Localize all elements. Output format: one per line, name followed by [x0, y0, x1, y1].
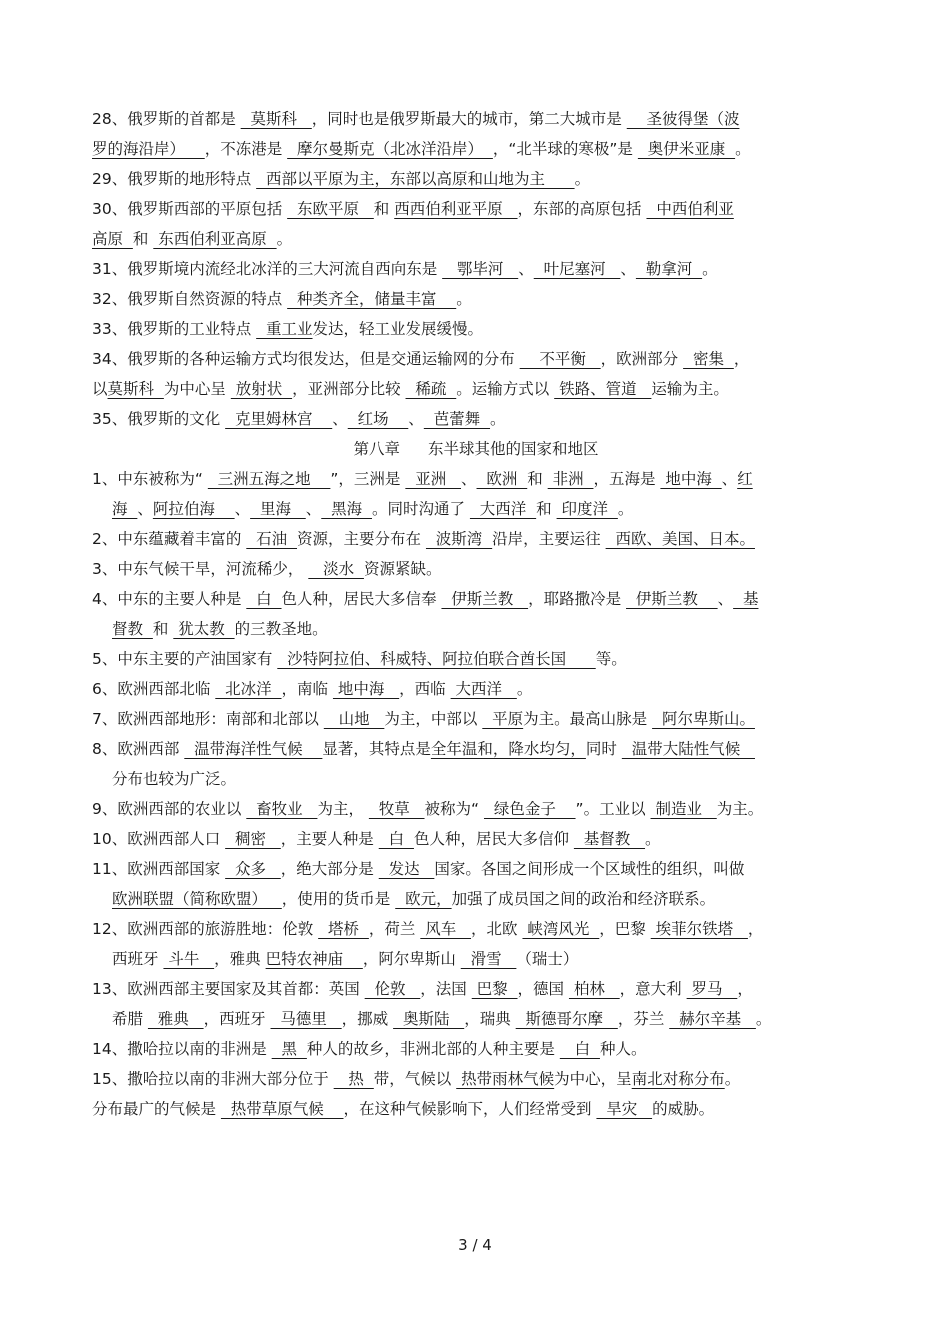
question-line	[92, 854, 860, 884]
answer-blank: 克里姆林宫	[225, 410, 333, 428]
question-line	[92, 344, 860, 374]
answer-blank: 地中海	[660, 470, 722, 488]
answer-blank: 基督教	[573, 830, 646, 848]
question-item	[92, 1064, 860, 1124]
question-item	[92, 644, 860, 674]
question-text: 。	[645, 830, 661, 848]
question-text: 13、欧洲西部主要国家及其首都：英国	[92, 980, 365, 998]
question-item	[92, 104, 860, 164]
question-text: 32、俄罗斯自然资源的特点	[92, 290, 288, 308]
question-line	[92, 644, 860, 674]
answer-blank: 东西伯利亚高原	[153, 230, 277, 248]
answer-blank: 雅典	[147, 1010, 204, 1028]
answer-blank: 印度洋	[556, 500, 618, 518]
question-item	[92, 524, 860, 554]
answer-blank: 峡湾风光	[522, 920, 600, 938]
question-line	[92, 224, 860, 254]
question-text: 西班牙	[112, 950, 164, 968]
answer-blank: 畜牧业	[246, 800, 318, 818]
answer-blank: 波斯湾	[425, 530, 493, 548]
answer-blank: 热带草原气候	[220, 1100, 344, 1118]
question-text: 33、俄罗斯的工业特点	[92, 320, 257, 338]
question-line	[92, 1094, 860, 1124]
answer-blank: 西欧、美国、日本。	[605, 530, 755, 548]
answer-blank: 红	[737, 470, 753, 488]
question-line	[92, 674, 860, 704]
question-line	[92, 824, 860, 854]
question-text: 12、欧洲西部的旅游胜地：伦敦	[92, 920, 319, 938]
answer-blank: 旱灾	[596, 1100, 653, 1118]
question-item	[92, 674, 860, 704]
question-text: 国家。各国之间形成一个区域性的组织，叫做	[434, 860, 745, 878]
question-line	[92, 704, 860, 734]
question-item	[92, 314, 860, 344]
question-text: ，挪威	[341, 1010, 394, 1028]
answer-blank: 巴黎	[471, 980, 518, 998]
question-item	[92, 914, 860, 974]
question-line	[92, 524, 860, 554]
answer-blank: 放射状	[230, 380, 293, 398]
question-item	[92, 194, 860, 254]
question-line	[92, 914, 860, 944]
question-text: 、	[518, 260, 534, 278]
question-line	[92, 254, 860, 284]
question-text: ，瑞典	[464, 1010, 516, 1028]
question-line	[92, 884, 860, 914]
question-text: ，德国	[517, 980, 569, 998]
question-text: 显著，其特点是	[322, 740, 431, 758]
answer-blank: 阿拉伯海	[152, 500, 235, 518]
question-line	[92, 404, 860, 434]
answer-blank: 埃菲尔铁塔	[650, 920, 748, 938]
question-text: ，使用的货币是	[281, 890, 396, 908]
question-text: 和	[152, 620, 174, 638]
question-text: 34、俄罗斯的各种运输方式均很发达，但是交通运输网的分布	[92, 350, 520, 368]
question-text: ，	[747, 920, 764, 938]
answer-blank: 西部以平原为主，东部以高原和山地为主	[256, 170, 575, 188]
question-text: 30、俄罗斯西部的平原包括	[92, 200, 288, 218]
question-text: 。	[617, 500, 634, 518]
question-text: 分布也较为广泛。	[112, 770, 237, 788]
answer-blank: 稠密	[225, 830, 281, 848]
question-line	[92, 134, 860, 164]
question-text: 。	[702, 260, 718, 278]
answer-blank: 鄂毕河	[442, 260, 519, 278]
answer-blank: 黑海	[321, 500, 372, 518]
question-text: 5、中东主要的产油国家有	[92, 650, 278, 668]
question-text: ，主要人种是	[280, 830, 379, 848]
answer-blank: 高原	[92, 230, 133, 248]
question-text: 29、俄罗斯的地形特点	[92, 170, 257, 188]
answer-blank: 红场	[347, 410, 409, 428]
answer-blank: 欧洲联盟（简称欧盟）	[112, 890, 282, 908]
answer-blank: 黑	[271, 1040, 307, 1058]
question-text: 9、欧洲西部的农业以	[92, 800, 247, 818]
question-item	[92, 584, 860, 644]
question-text: 4、中东的主要人种是	[92, 590, 247, 608]
answer-blank: 淡水	[308, 560, 364, 578]
question-text: 11、欧洲西部国家	[92, 860, 226, 878]
question-item	[92, 854, 860, 914]
question-text: 带，气候以	[373, 1070, 457, 1088]
question-text: 沿岸，主要运往	[492, 530, 606, 548]
question-line	[92, 734, 860, 764]
question-line	[92, 614, 860, 644]
answer-blank: 白	[246, 590, 282, 608]
question-text: 和	[536, 500, 557, 518]
question-text: 加强了成员国之间的政治和经济联系。	[451, 890, 716, 908]
question-text: ”，三洲是	[330, 470, 406, 488]
question-text: 资源，主要分布在	[297, 530, 426, 548]
question-text: 为主，中部以	[384, 710, 483, 728]
answer-blank: 里海	[250, 500, 306, 518]
answer-blank: 稀疏	[405, 380, 457, 398]
question-line	[92, 1034, 860, 1064]
answer-blank: 热带雨林气候	[456, 1070, 555, 1088]
question-text: 。	[516, 680, 533, 698]
question-item	[92, 704, 860, 734]
question-line	[92, 464, 860, 494]
question-line	[92, 974, 860, 1004]
question-text: 色人种，居民大多信仰	[413, 830, 574, 848]
question-line	[92, 194, 860, 224]
question-text: 为中心呈	[163, 380, 231, 398]
question-item	[92, 1034, 860, 1064]
question-text: 为中心，呈	[554, 1070, 632, 1088]
question-text: ，北欧	[471, 920, 523, 938]
question-text: 35、俄罗斯的文化	[92, 410, 226, 428]
question-item	[92, 164, 860, 194]
question-text: 。	[735, 140, 751, 158]
question-line	[92, 374, 860, 404]
question-text: 。	[755, 1010, 772, 1028]
question-text: 、	[234, 500, 251, 518]
question-text: 和	[373, 200, 395, 218]
answer-blank: 三洲五海之地	[207, 470, 331, 488]
answer-blank: 塔桥	[318, 920, 369, 938]
question-text: 被称为“	[424, 800, 484, 818]
answer-blank: 莫斯科	[107, 380, 164, 398]
question-text: ，在这种气候影响下，人们经常受到	[343, 1100, 597, 1118]
chapter8-question-list	[92, 464, 860, 1124]
question-text: 31、俄罗斯境内流经北冰洋的三大河流自西向东是	[92, 260, 443, 278]
answer-blank: 种类齐全，储量丰富	[287, 290, 457, 308]
question-text: 。	[276, 230, 293, 248]
chapter-heading	[92, 434, 860, 464]
answer-blank: 非洲	[547, 470, 594, 488]
question-item	[92, 824, 860, 854]
answer-blank: 北冰洋	[215, 680, 282, 698]
question-text: 。	[456, 290, 472, 308]
question-text: 3、中东气候干旱，河流稀少，	[92, 560, 309, 578]
answer-blank: 海	[112, 500, 138, 518]
answer-blank: 温带大陆性气候	[621, 740, 755, 758]
question-item	[92, 344, 860, 404]
question-text: 为主。最高山脉是	[523, 710, 653, 728]
question-line	[92, 794, 860, 824]
question-line	[92, 1064, 860, 1094]
answer-blank: 绿色金子	[483, 800, 576, 818]
question-text: 、	[461, 470, 477, 488]
question-text: 和	[132, 230, 154, 248]
question-text: 10、欧洲西部人口	[92, 830, 226, 848]
question-item	[92, 464, 860, 524]
question-text: 1、中东被称为“	[92, 470, 208, 488]
question-line	[92, 164, 860, 194]
answer-blank: 铁路、管道	[554, 380, 652, 398]
question-text: ，欧洲部分	[600, 350, 684, 368]
answer-blank: 风车	[420, 920, 472, 938]
question-text: ，荷兰	[368, 920, 421, 938]
question-text: 。	[574, 170, 591, 188]
question-text: 为主，	[317, 800, 369, 818]
question-text: ”。工业以	[575, 800, 651, 818]
answer-blank: 圣彼得堡（波	[626, 110, 740, 128]
question-text: ，东部的高原包括	[517, 200, 647, 218]
question-text: ，阿尔卑斯山	[362, 950, 461, 968]
question-text: 。	[724, 1070, 741, 1088]
question-text: ，法国	[420, 980, 472, 998]
question-text: 同时	[585, 740, 622, 758]
question-text: 的威胁。	[652, 1100, 715, 1118]
question-line	[92, 764, 860, 794]
answer-blank: 芭蕾舞	[423, 410, 491, 428]
question-text: ，绝大部分是	[280, 860, 379, 878]
answer-blank: 重工业	[256, 320, 313, 338]
answer-blank: 亚洲	[405, 470, 461, 488]
answer-blank: 伊斯兰教	[441, 590, 529, 608]
answer-blank: 犹太教	[173, 620, 235, 638]
question-text: 分布最广的气候是	[92, 1100, 221, 1118]
question-text: ，不冻港是	[204, 140, 288, 158]
question-text: 、	[721, 470, 738, 488]
question-text: ，西班牙	[203, 1010, 271, 1028]
chapter-title: 东半球其他的国家和地区	[428, 440, 599, 458]
answer-blank: 莫斯科	[240, 110, 312, 128]
question-text: 运输为主。	[651, 380, 729, 398]
question-text: ，巴黎	[599, 920, 651, 938]
answer-blank: 发达	[378, 860, 435, 878]
question-text: 6、欧洲西部北临	[92, 680, 216, 698]
answer-blank: 大西洋	[469, 500, 537, 518]
answer-blank: 巴特农神庙	[265, 950, 363, 968]
answer-blank: 西西伯利亚平原	[394, 200, 518, 218]
answer-blank: 白	[378, 830, 414, 848]
question-item	[92, 284, 860, 314]
answer-blank: 马德里	[270, 1010, 342, 1028]
answer-blank: 伦敦	[364, 980, 421, 998]
answer-blank: 地中海	[332, 680, 400, 698]
chapter-number: 第八章	[353, 440, 400, 458]
question-text: 、	[137, 500, 153, 518]
answer-blank: 罗的海沿岸）	[92, 140, 205, 158]
question-text: 、	[717, 590, 734, 608]
question-line	[92, 284, 860, 314]
question-text: 色人种，居民大多信奉	[281, 590, 442, 608]
answer-blank: 罗马	[686, 980, 738, 998]
question-text: ，西临	[399, 680, 451, 698]
worksheet-content	[92, 104, 860, 1124]
answer-blank: 欧洲	[476, 470, 528, 488]
answer-blank: 阿尔卑斯山。	[652, 710, 755, 728]
question-item	[92, 734, 860, 794]
russia-question-list	[92, 104, 860, 434]
question-text: 8、欧洲西部	[92, 740, 185, 758]
question-text: 种人的故乡，非洲北部的人种主要是	[306, 1040, 560, 1058]
answer-blank: 中西伯利亚	[646, 200, 734, 218]
answer-blank: 斯德哥尔摩	[515, 1010, 618, 1028]
question-item	[92, 254, 860, 284]
answer-blank: 奥伊米亚康	[637, 140, 736, 158]
question-line	[92, 1004, 860, 1034]
question-item	[92, 404, 860, 434]
answer-blank: 白	[559, 1040, 600, 1058]
question-text: 、	[408, 410, 424, 428]
answer-blank: 奥斯陆	[393, 1010, 465, 1028]
answer-blank: 全年温和，降水均匀，	[430, 740, 586, 758]
question-text: 、	[620, 260, 636, 278]
question-text: 、	[305, 500, 322, 518]
answer-blank: 石油	[246, 530, 298, 548]
question-line	[92, 944, 860, 974]
answer-blank: 柏林	[568, 980, 620, 998]
question-text: 15、撒哈拉以南的非洲大部分位于	[92, 1070, 334, 1088]
question-line	[92, 494, 860, 524]
answer-blank: 摩尔曼斯克（北冰洋沿岸）	[287, 140, 493, 158]
question-text: 14、撒哈拉以南的非洲是	[92, 1040, 272, 1058]
question-item	[92, 974, 860, 1034]
question-text: 、	[332, 410, 348, 428]
question-text: 为主。	[716, 800, 764, 818]
answer-blank: 南北对称分布	[631, 1070, 725, 1088]
question-text: 。运输方式以	[456, 380, 555, 398]
answer-blank: 不平衡	[519, 350, 601, 368]
answer-blank: 勒拿河	[635, 260, 703, 278]
question-text: ，耶路撒冷是	[528, 590, 627, 608]
question-line	[92, 314, 860, 344]
question-text: 希腊	[112, 1010, 148, 1028]
question-text: 7、欧洲西部地形：南部和北部以	[92, 710, 324, 728]
answer-blank: 基	[733, 590, 759, 608]
answer-blank: 督教	[112, 620, 153, 638]
answer-blank: 平原	[482, 710, 524, 728]
answer-blank: 伊斯兰教	[626, 590, 718, 608]
question-text: ，同时也是俄罗斯最大的城市，第二大城市是	[311, 110, 627, 128]
question-text: ，五海是	[593, 470, 661, 488]
question-text: ，“北半球的寒极”是	[492, 140, 638, 158]
answer-blank: 密集	[683, 350, 734, 368]
answer-blank: 叶尼塞河	[533, 260, 621, 278]
question-text: 28、俄罗斯的首都是	[92, 110, 241, 128]
question-line	[92, 104, 860, 134]
answer-blank: 赫尔辛基	[669, 1010, 756, 1028]
page-number: 3 / 4	[458, 1236, 492, 1254]
question-text: 以	[92, 380, 108, 398]
question-text: ，芬兰	[617, 1010, 670, 1028]
question-text: ，	[733, 350, 750, 368]
answer-blank: 制造业	[650, 800, 717, 818]
question-text: （瑞士）	[516, 950, 579, 968]
answer-blank: 山地	[323, 710, 385, 728]
answer-blank: 滑雪	[460, 950, 517, 968]
question-line	[92, 554, 860, 584]
question-text: ，亚洲部分比较	[292, 380, 406, 398]
question-item	[92, 554, 860, 584]
question-text: 种人。	[599, 1040, 647, 1058]
answer-blank: 大西洋	[450, 680, 517, 698]
question-text: 和	[527, 470, 548, 488]
question-text: 发达，轻工业发展缓慢。	[312, 320, 484, 338]
answer-blank: 东欧平原	[287, 200, 374, 218]
answer-blank: 沙特阿拉伯、科威特、阿拉伯联合酋长国	[277, 650, 596, 668]
question-text: 的三教圣地。	[234, 620, 328, 638]
answer-blank: 欧元，	[395, 890, 452, 908]
question-text: 2、中东蕴藏着丰富的	[92, 530, 247, 548]
answer-blank: 热	[333, 1070, 374, 1088]
question-text: 资源紧缺。	[363, 560, 442, 578]
question-text: ，	[737, 980, 753, 998]
question-text: ，意大利	[619, 980, 687, 998]
question-item	[92, 794, 860, 824]
answer-blank: 斗牛	[163, 950, 215, 968]
question-text: 等。	[595, 650, 627, 668]
answer-blank: 温带海洋性气候	[184, 740, 323, 758]
answer-blank: 众多	[225, 860, 281, 878]
question-text: ，南临	[281, 680, 333, 698]
answer-blank: 牧草	[368, 800, 425, 818]
question-text: 。同时沟通了	[371, 500, 470, 518]
question-text: 。	[490, 410, 506, 428]
question-line	[92, 584, 860, 614]
question-text: ，雅典	[214, 950, 266, 968]
